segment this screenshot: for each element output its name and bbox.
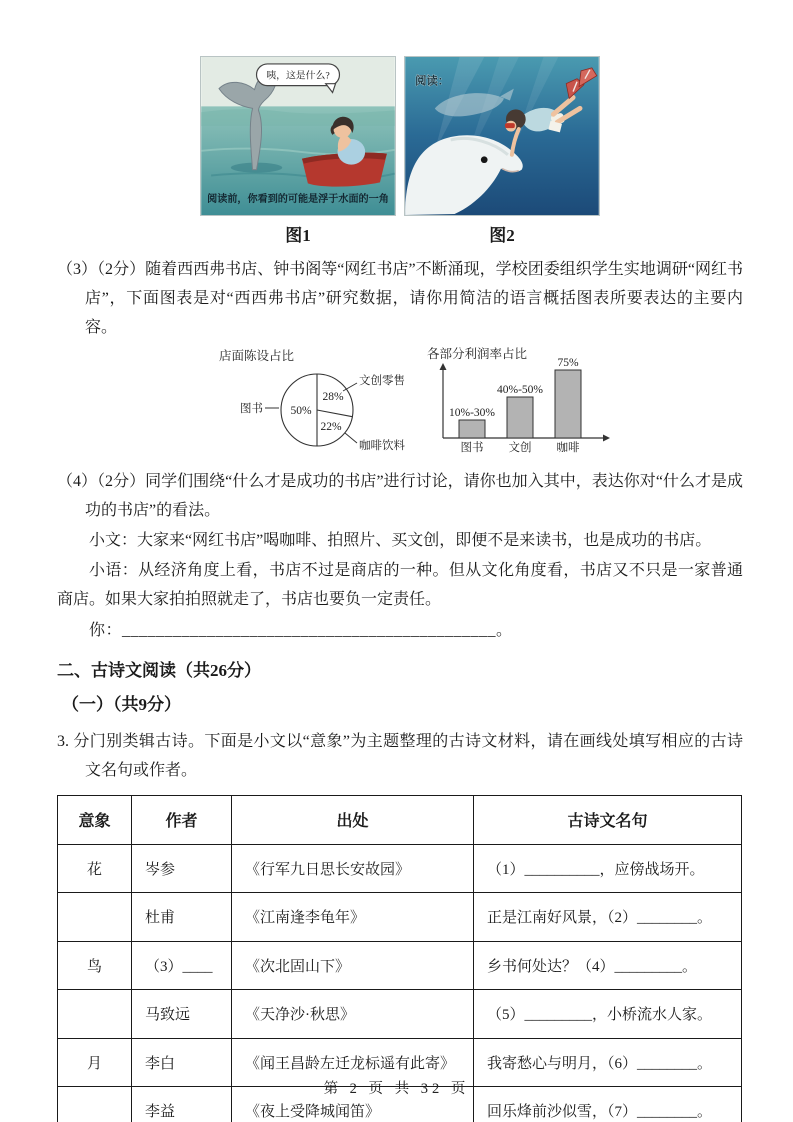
speech-bubble-text: 咦，这是什么? <box>266 70 330 82</box>
section-2-heading: 二、古诗文阅读（共26分） <box>57 661 261 680</box>
page-number-footer: 第 2 页 共 32 页 <box>323 1081 470 1097</box>
bar-title: 各部分利润率占比 <box>427 347 528 361</box>
cell-source: 《行军九日思长安故园》 <box>232 844 474 893</box>
bar-books <box>459 420 485 438</box>
table-row <box>58 893 742 942</box>
cell-source: 《夜上受降城闻笛》 <box>232 1087 474 1122</box>
bar-cat-wenchuang: 文创 <box>508 442 532 454</box>
cell-verse: 我寄愁心与明月，（6）________。 <box>474 1038 742 1087</box>
question-4-text: （4）（2分）同学们围绕“什么才是成功的书店”进行讨论，请你也加入其中，表达你对“什么才是成功的书店”的看法。 <box>57 473 743 519</box>
cell-imagery <box>58 990 132 1039</box>
red-goggles <box>505 123 515 128</box>
fig2-label: 阅读： <box>415 75 450 88</box>
pie-chart <box>217 346 409 458</box>
cell-imagery: 鸟 <box>58 941 132 990</box>
question-3-poem-text: 3. 分门别类辑古诗。下面是小文以“意象”为主题整理的古诗文材料，请在画线处填写相应的古诗文名句或作者。 <box>57 733 743 779</box>
fig2-caption: 图2 <box>489 226 515 245</box>
pie-label-books: 图书 <box>240 403 263 415</box>
pie-pct-coffee: 22% <box>320 421 342 433</box>
table-row <box>58 990 742 1039</box>
cell-imagery: 月 <box>58 1038 132 1087</box>
cell-author: 李白 <box>132 1038 232 1087</box>
bar-chart <box>409 346 619 458</box>
cell-author: （3）____ <box>132 941 232 990</box>
cell-source: 《天净沙·秋思》 <box>232 990 474 1039</box>
pie-title: 店面陈设占比 <box>219 349 295 363</box>
table-header-row <box>58 796 742 845</box>
chart-row <box>217 346 743 458</box>
cell-source: 《江南逢李龟年》 <box>232 893 474 942</box>
bar-value-coffee: 75% <box>557 357 579 369</box>
table-row <box>58 844 742 893</box>
bar-cat-books: 图书 <box>460 442 484 454</box>
question-3-text: （3）（2分）随着西西弗书店、钟书阁等“网红书店”不断涌现，学校团委组织学生实地调研“网红书店”，下面图表是对“西西弗书店”研究数据，请你用简洁的语言概括图表所要表达的主要内容。 <box>57 261 743 336</box>
bar-coffee <box>555 370 581 438</box>
xiaoyu-line: 小语：从经济角度上看，书店不过是商店的一种。但从文化角度看，书店又不只是一家普通商店。如果大家拍拍照就走了，书店也要负一定责任。 <box>57 562 743 608</box>
beluga-eye <box>481 156 488 163</box>
beluga-diver-illustration <box>404 56 600 216</box>
cell-source: 《闻王昌龄左迁龙标遥有此寄》 <box>232 1038 474 1087</box>
cell-imagery <box>58 893 132 942</box>
poem-table <box>57 795 742 1122</box>
figure-1 <box>200 56 396 246</box>
cell-author: 杜甫 <box>132 893 232 942</box>
table-row <box>58 941 742 990</box>
cell-verse: 乡书何处达？（4）_________。 <box>474 941 742 990</box>
header-verse: 古诗文名句 <box>474 796 742 845</box>
bar-value-wenchuang: 40%-50% <box>497 384 543 396</box>
pie-pct-wenchuang: 28% <box>322 391 344 403</box>
pie-pct-books: 50% <box>290 405 312 417</box>
cell-verse: 正是江南好风景，（2）________。 <box>474 893 742 942</box>
pie-label-coffee: 咖啡饮料 <box>359 440 405 452</box>
cell-verse: （1）__________，应傍战场开。 <box>474 844 742 893</box>
whale-tail-boat-illustration <box>200 56 396 216</box>
cell-verse: 回乐烽前沙似雪，（7）________。 <box>474 1087 742 1122</box>
figure-row <box>57 56 743 246</box>
cell-author: 岑参 <box>132 844 232 893</box>
bar-wenchuang <box>507 397 533 438</box>
cell-imagery: 花 <box>58 844 132 893</box>
header-source: 出处 <box>232 796 474 845</box>
cell-author: 李益 <box>132 1087 232 1122</box>
bar-cat-coffee: 咖啡 <box>556 442 580 454</box>
your-answer-blank: 你：____________________________________________。 <box>89 622 513 639</box>
fig1-bottom-text: 阅读前，你看到的可能是浮于水面的一角 <box>207 194 394 206</box>
figure-2 <box>404 56 600 246</box>
cell-author: 马致远 <box>132 990 232 1039</box>
section-2-sub-heading: （一）（共9分） <box>62 695 181 714</box>
header-imagery: 意象 <box>58 796 132 845</box>
cell-verse: （5）_________，小桥流水人家。 <box>474 990 742 1039</box>
fig1-caption: 图1 <box>285 226 311 245</box>
xiaowen-line: 小文：大家来“网红书店”喝咖啡、拍照片、买文创，即便不是来读书，也是成功的书店。 <box>89 532 712 549</box>
pie-label-wenchuang: 文创零售 <box>359 375 405 387</box>
header-author: 作者 <box>132 796 232 845</box>
bar-value-books: 10%-30% <box>449 407 495 419</box>
cell-source: 《次北固山下》 <box>232 941 474 990</box>
